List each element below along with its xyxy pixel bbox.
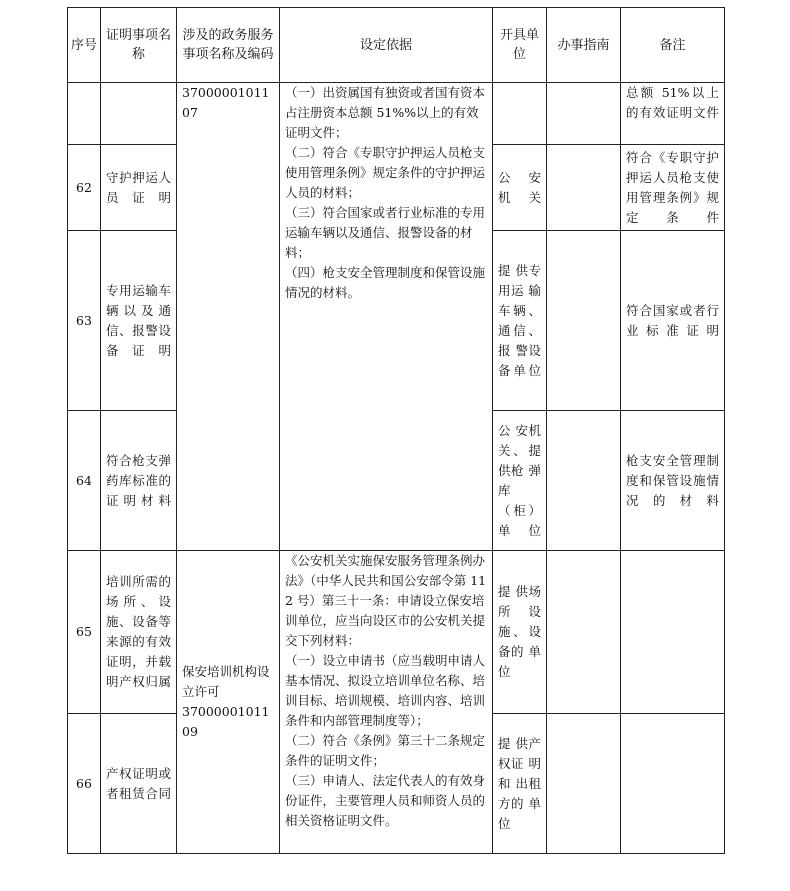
item-name-cell: 守护押运人员证明	[101, 145, 177, 231]
header-item-name: 证明事项名称	[101, 8, 177, 83]
note-cell: 总额 51%以上的有效证明文件	[621, 83, 725, 145]
guide-cell	[547, 145, 621, 231]
guide-cell	[547, 411, 621, 551]
header-issuer: 开具单位	[493, 8, 547, 83]
item-name-cell: 培训所需的场所、设施、设备等来源的有效证明，并载明产权归属	[101, 551, 177, 714]
seq-cell: 63	[68, 231, 101, 411]
note-cell: 枪支安全管理制度和保管设施情况的材料	[621, 411, 725, 551]
header-guide: 办事指南	[547, 8, 621, 83]
seq-cell: 65	[68, 551, 101, 714]
guide-cell	[547, 714, 621, 854]
item-name-cell: 专用运输车辆以及通信、报警设备证明	[101, 231, 177, 411]
note-cell: 符合国家或者行业标准证明	[621, 231, 725, 411]
issuer-cell: 公 安机关、提 供枪 弹库 （柜）单位	[493, 411, 547, 551]
service-cell: 3700000101107	[177, 83, 280, 551]
guide-cell	[547, 551, 621, 714]
header-row	[68, 8, 725, 83]
issuer-cell: 提 供产 权证 明和 出租 方的 单位	[493, 714, 547, 854]
item-name-cell: 产权证明或者租赁合同	[101, 714, 177, 854]
table-row	[68, 83, 725, 145]
service-name: 保安培训机构设立许可	[182, 664, 270, 699]
table-row	[68, 551, 725, 714]
issuer-cell: 公 安 机关	[493, 145, 547, 231]
item-name-cell	[101, 83, 177, 145]
seq-cell: 64	[68, 411, 101, 551]
guide-cell	[547, 231, 621, 411]
item-name-cell: 符合枪支弹药库标准的证明材料	[101, 411, 177, 551]
header-note: 备注	[621, 8, 725, 83]
service-code: 3700000101109	[182, 704, 270, 739]
header-basis: 设定依据	[280, 8, 493, 83]
header-seq: 序号	[68, 8, 101, 83]
issuer-cell: 提 供场 所设施、设 备的 单位	[493, 551, 547, 714]
service-cell	[177, 551, 280, 854]
basis-cell: （一）出资属国有独资或者国有资本占注册资本总额 51%%以上的有效证明文件； （二）符合《专职守护押运人员枪支使用管理条例》规定条件的守护押运人员的材料； （三）符合国家或者行业标准的专用运输车辆以及通信、报警设备的材料； （四）枪支安全管理制度和保管设施情况的材料。	[280, 83, 493, 551]
seq-cell	[68, 83, 101, 145]
note-cell: 符合《专职守护押运人员枪支使用管理条例》规定条件	[621, 145, 725, 231]
evidence-items-table	[67, 7, 725, 854]
note-cell	[621, 551, 725, 714]
issuer-cell: 提 供专用运 输车辆、通信、报 警设 备单位	[493, 231, 547, 411]
seq-cell: 62	[68, 145, 101, 231]
header-service: 涉及的政务服务事项名称及编码	[177, 8, 280, 83]
note-cell	[621, 714, 725, 854]
guide-cell	[547, 83, 621, 145]
issuer-cell	[493, 83, 547, 145]
basis-cell: 《公安机关实施保安服务管理条例办法》（中华人民共和国公安部令第 112 号）第三十一条：申请设立保安培训单位，应当向设区市的公安机关提交下列材料： （一）设立申请书（应当载明申请人基本情况、拟设立培训单位名称、培训目标、培训规模、培训内容、培训条件和内部管理制度等）； （二）符合《条例》第三十二条规定条件的证明文件； （三）申请人、法定代表人的有效身份证件，主要管理人员和师资人员的相关资格证明文件。	[280, 551, 493, 854]
seq-cell: 66	[68, 714, 101, 854]
